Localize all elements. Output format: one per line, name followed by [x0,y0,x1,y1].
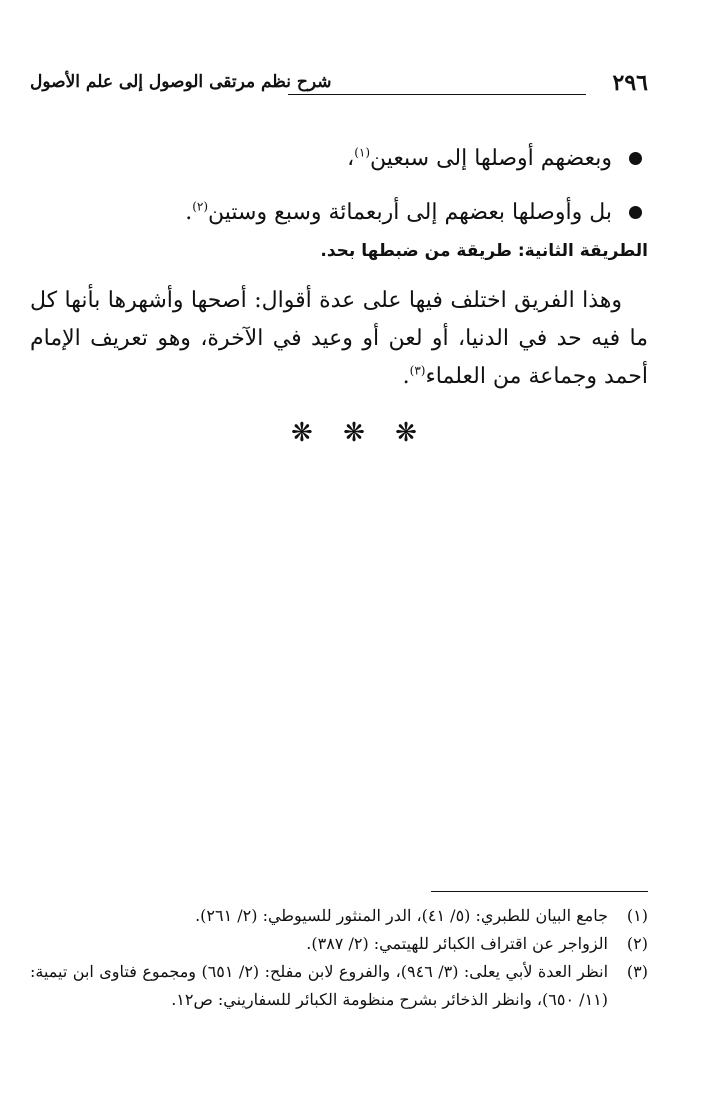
bullet-text: بل وأوصلها بعضهم إلى أربعمائة وسبع وستين [208,200,612,225]
bullet-item [30,132,648,186]
page-number: ٢٩٦ [612,70,648,96]
section-heading: الطريقة الثانية: طريقة من ضبطها بحد. [320,241,648,261]
footnote-rule [431,891,648,892]
footnote-item [30,902,648,930]
footnote-number: (١) [626,906,648,925]
footnote-text: جامع البيان للطبري: (٥/ ٤١)، الدر المنثور للسيوطي: (٢/ ٢٦١). [195,906,608,925]
footnote-text: الزواجر عن اقتراف الكبائر للهيتمي: (٢/ ٣٨٧). [306,934,608,953]
section-separator: ❋ ❋ ❋ [291,418,417,448]
footnote-number: (٣) [626,962,648,981]
footnote-ref[interactable]: (٢) [192,199,209,214]
page-header [30,68,648,102]
footnote-item [30,958,648,1014]
header-rule [288,94,586,95]
bullet-list [30,132,648,240]
footnote-item [30,930,648,958]
footnote-number: (٢) [626,934,648,953]
paragraph-text: وهذا الفريق اختلف فيها على عدة أقوال: أصحها وأشهرها بأنها كل ما فيه حد في الدنيا، أو لعن أو وعيد في الآخرة، وهو تعريف الإمام أحمد وجماعة من العلماء [30,288,648,389]
footnote-ref[interactable]: (١) [354,145,371,160]
bullet-item [30,186,648,240]
footnote-ref[interactable]: (٣) [409,363,426,378]
bullet-tail: . [185,200,193,225]
paragraph-tail: . [402,364,410,389]
body-paragraph [30,282,648,396]
footnotes [30,902,648,1014]
bullet-text: وبعضهم أوصلها إلى سبعين [370,146,612,171]
bullet-dot-icon [629,152,642,165]
book-title: شرح نظم مرتقى الوصول إلى علم الأصول [30,72,332,92]
bullet-tail: ، [347,146,355,171]
bullet-dot-icon [629,206,642,219]
footnote-text: انظر العدة لأبي يعلى: (٣/ ٩٤٦)، والفروع لابن مفلح: (٢/ ٦٥١) ومجموع فتاوى ابن تيمية: (١١/ ٦٥٠)، وانظر الذخائر بشرح منظومة الكبائر للسفاريني: ص١٢. [30,962,609,1009]
